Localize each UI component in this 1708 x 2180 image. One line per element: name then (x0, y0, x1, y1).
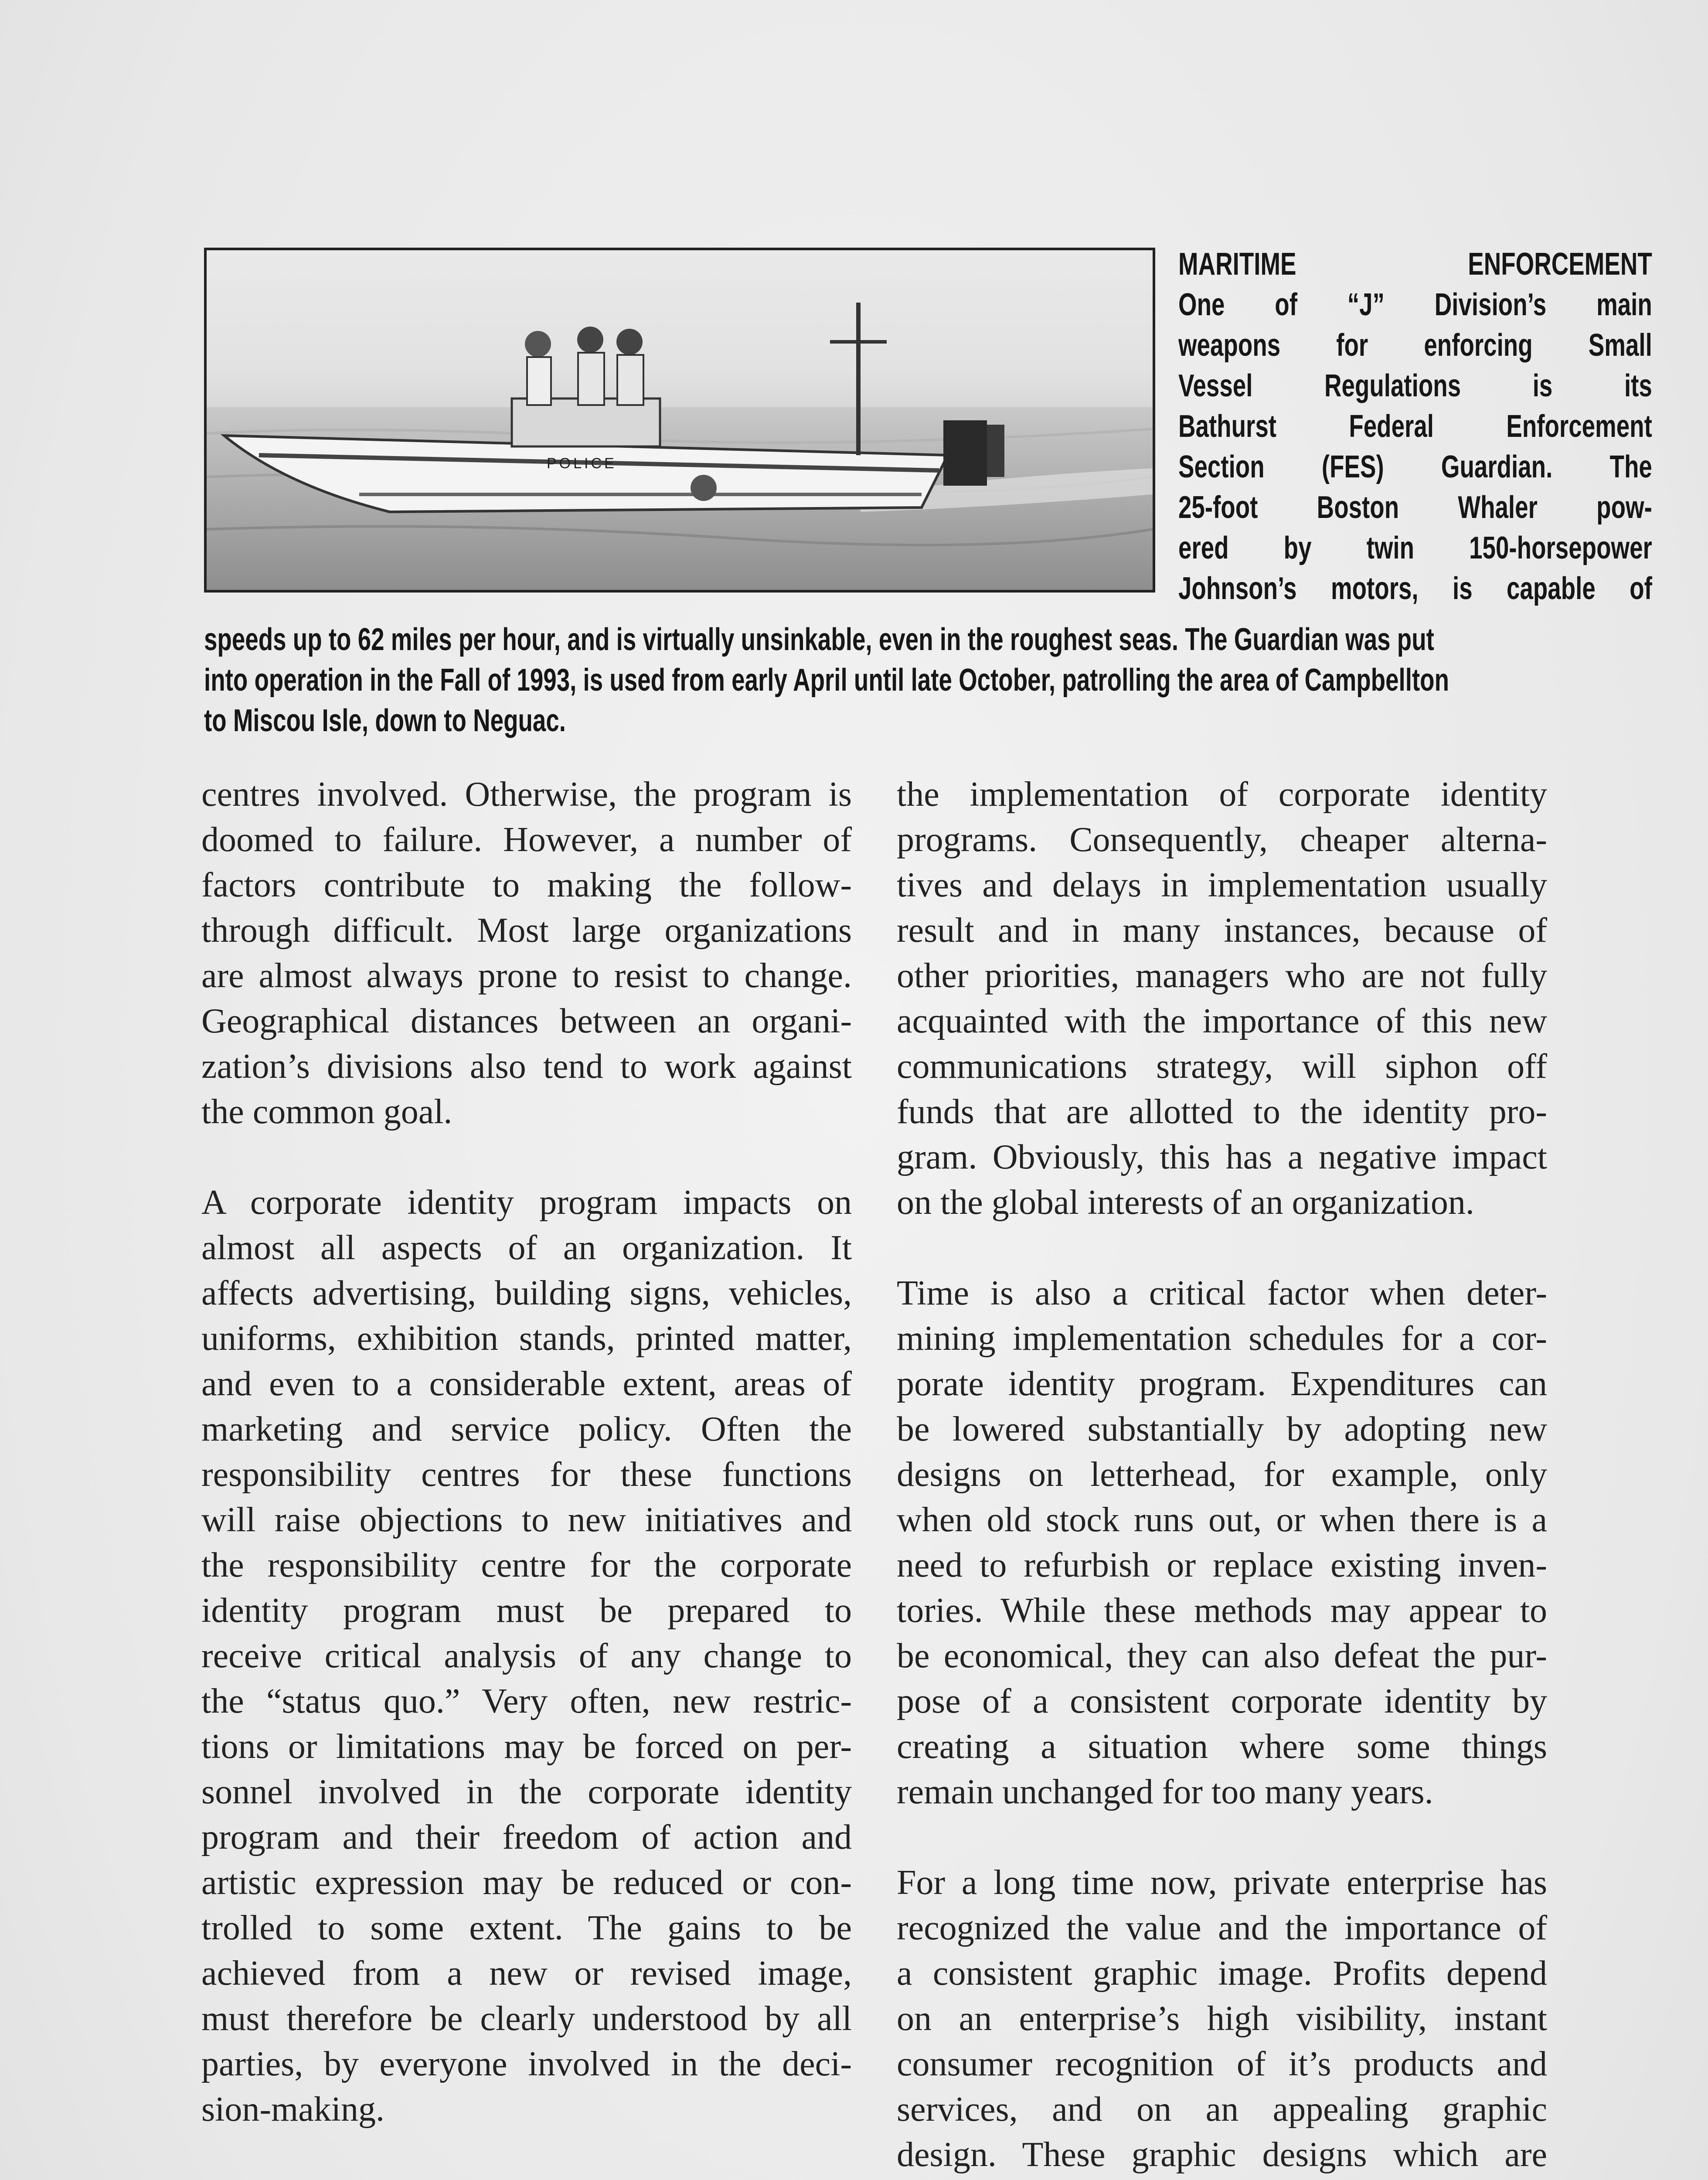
text-line: need to refurbish or replace existing inven- (897, 1546, 1547, 1584)
paragraph (201, 1180, 852, 2132)
text-line: Geographical distances between an organi- (201, 1002, 852, 1040)
text-line: the “status quo.” Very often, new restric- (201, 1682, 852, 1720)
boat-illustration (207, 250, 1153, 590)
text-line: the responsibility centre for the corporate (201, 1546, 852, 1584)
text-line: artistic expression may be reduced or con- (201, 1863, 852, 1902)
text-line: a consistent graphic image. Profits depend (897, 1954, 1547, 1993)
caption-line: Vessel Regulations is its (1178, 368, 1652, 403)
text-line: responsibility centres for these functions (201, 1455, 852, 1494)
text-line: the common goal. (201, 1093, 453, 1131)
text-line: funds that are allotted to the identity pro- (897, 1093, 1547, 1131)
text-line: remain unchanged for too many years. (897, 1773, 1433, 1811)
text-line: pose of a consistent corporate identity by (897, 1682, 1547, 1720)
text-line: consumer recognition of it’s products and (897, 2045, 1547, 2083)
caption-line: speeds up to 62 miles per hour, and is virtually unsinkable, even in the roughest seas. The Guardian was put (204, 622, 1434, 657)
text-line: design. These graphic designs which are (897, 2136, 1547, 2174)
text-line: designs on letterhead, for example, only (897, 1455, 1547, 1494)
text-line: marketing and service policy. Often the (201, 1410, 852, 1448)
text-line: affects advertising, building signs, vehicles, (201, 1274, 852, 1312)
text-line (201, 2177, 852, 2180)
text-line: tives and delays in implementation usually (897, 866, 1547, 904)
text-line: on an enterprise’s high visibility, instant (897, 1999, 1547, 2038)
text-line: gram. Obviously, this has a negative impact (897, 1138, 1547, 1176)
paragraph (201, 772, 852, 1134)
text-line: be economical, they can also defeat the pur- (897, 1637, 1547, 1675)
text-line: trolled to some extent. The gains to be (201, 1909, 852, 1947)
text-line (897, 2177, 1547, 2180)
text-line: be lowered substantially by adopting new (897, 1410, 1547, 1448)
text-line: sion-making. (201, 2090, 384, 2129)
text-line: are almost always prone to resist to change. (201, 957, 852, 995)
text-line: communications strategy, will siphon off (897, 1047, 1547, 1086)
photo-caption-side (1178, 244, 1652, 609)
text-line: factors contribute to making the follow- (201, 866, 852, 904)
caption-line: into operation in the Fall of 1993, is used from early April until late October, patrolling the area of Campbellton (204, 663, 1449, 698)
text-line: mining implementation schedules for a cor- (897, 1319, 1547, 1358)
text-line: identity program must be prepared to (201, 1591, 852, 1630)
paragraph (897, 1860, 1547, 2180)
text-line: receive critical analysis of any change to (201, 1637, 852, 1675)
text-line: For a long time now, private enterprise has (897, 1863, 1547, 1902)
text-line: other priorities, managers who are not fully (897, 957, 1547, 995)
text-line: centres involved. Otherwise, the program is (201, 775, 852, 814)
text-line: sonnel involved in the corporate identity (201, 1773, 852, 1811)
paragraph (897, 1271, 1547, 1815)
text-line: tions or limitations may be forced on per- (201, 1727, 852, 1766)
hull-police-text: POLICE (547, 455, 617, 472)
text-line: A corporate identity program impacts on (201, 1183, 852, 1222)
caption-line: to Miscou Isle, down to Neguac. (204, 703, 566, 738)
text-line: and even to a considerable extent, areas of (201, 1365, 852, 1403)
text-line: creating a situation where some things (897, 1727, 1547, 1766)
paragraph (201, 2177, 852, 2180)
photo-caption-full (204, 620, 1449, 741)
text-line: will raise objections to new initiatives and (201, 1501, 852, 1539)
text-line: must therefore be clearly understood by all (201, 1999, 852, 2038)
text-line: uniforms, exhibition stands, printed matter, (201, 1319, 852, 1358)
caption-line: 25-foot Boston Whaler pow- (1178, 490, 1652, 525)
left-column (201, 772, 852, 2180)
text-line: zation’s divisions also tend to work against (201, 1047, 852, 1086)
text-line: on the global interests of an organization. (897, 1183, 1474, 1222)
text-line: when old stock runs out, or when there is a (897, 1501, 1547, 1539)
text-line: acquainted with the importance of this new (897, 1002, 1547, 1040)
text-line: the implementation of corporate identity (897, 775, 1547, 814)
text-line: services, and on an appealing graphic (897, 2090, 1547, 2129)
caption-line: One of “J” Division’s main (1178, 287, 1652, 322)
caption-line: weapons for enforcing Small (1178, 328, 1652, 363)
paragraph (897, 772, 1547, 1225)
text-line: recognized the value and the importance of (897, 1909, 1547, 1947)
boat-photo (204, 248, 1155, 593)
text-line: achieved from a new or revised image, (201, 1954, 852, 1993)
text-line: through difficult. Most large organizations (201, 911, 852, 950)
text-line: doomed to failure. However, a number of (201, 821, 852, 859)
rcmp-crest-icon (691, 475, 717, 501)
text-line: almost all aspects of an organization. It (201, 1229, 852, 1267)
text-line: program and their freedom of action and (201, 1818, 852, 1856)
text-line: tories. While these methods may appear to (897, 1591, 1547, 1630)
text-line: parties, by everyone involved in the deci- (201, 2045, 852, 2083)
caption-line: Bathurst Federal Enforcement (1178, 409, 1652, 444)
right-column (897, 772, 1547, 2180)
text-line: porate identity program. Expenditures can (897, 1365, 1547, 1403)
caption-line: Johnson’s motors, is capable of (1178, 571, 1652, 606)
text-line: result and in many instances, because of (897, 911, 1547, 950)
caption-line: ered by twin 150-horsepower (1178, 531, 1652, 565)
text-line: programs. Consequently, cheaper alterna- (897, 821, 1547, 859)
caption-line: Section (FES) Guardian. The (1178, 450, 1652, 484)
text-line: Time is also a critical factor when deter- (897, 1274, 1547, 1312)
caption-line: MARITIME ENFORCEMENT (1178, 247, 1652, 282)
